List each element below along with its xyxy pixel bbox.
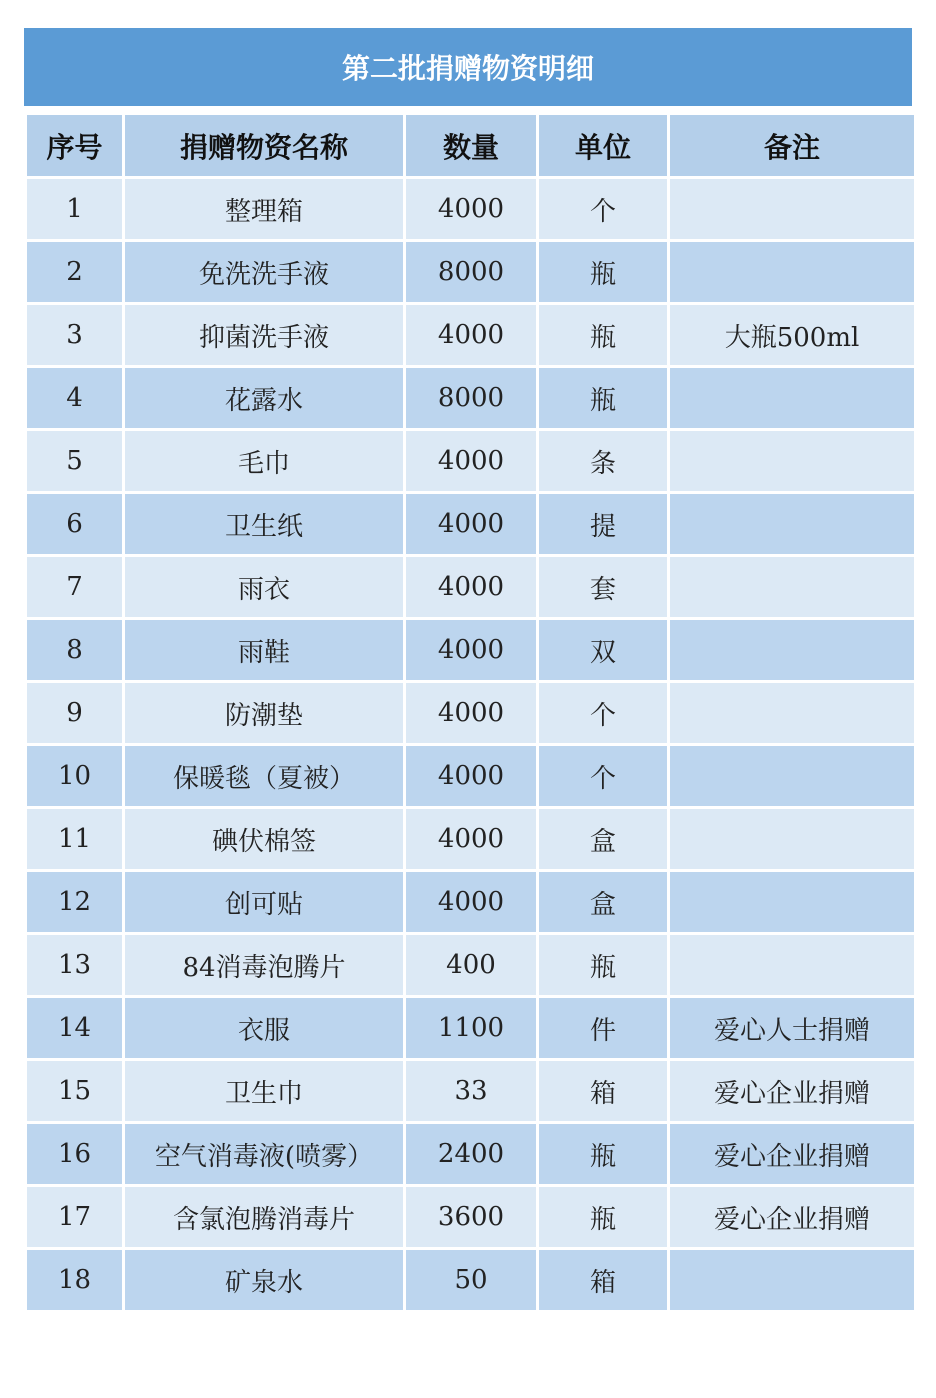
cell-unit: 箱	[538, 1060, 669, 1123]
cell-unit: 套	[538, 556, 669, 619]
cell-no: 8	[26, 619, 124, 682]
cell-unit: 双	[538, 619, 669, 682]
cell-no: 11	[26, 808, 124, 871]
cell-item-name: 卫生纸	[124, 493, 405, 556]
header-row	[26, 114, 916, 178]
cell-quantity: 400	[405, 934, 538, 997]
cell-no: 12	[26, 871, 124, 934]
cell-note	[669, 808, 916, 871]
cell-no: 13	[26, 934, 124, 997]
cell-unit: 瓶	[538, 241, 669, 304]
donation-table	[24, 112, 917, 1313]
table-row	[26, 304, 916, 367]
cell-note: 爱心企业捐赠	[669, 1060, 916, 1123]
cell-note	[669, 682, 916, 745]
cell-note	[669, 619, 916, 682]
cell-no: 6	[26, 493, 124, 556]
table-row	[26, 493, 916, 556]
table-row	[26, 1060, 916, 1123]
cell-unit: 瓶	[538, 934, 669, 997]
cell-unit: 盒	[538, 808, 669, 871]
cell-note	[669, 430, 916, 493]
table-row	[26, 997, 916, 1060]
cell-quantity: 4000	[405, 682, 538, 745]
cell-unit: 瓶	[538, 304, 669, 367]
table-row	[26, 871, 916, 934]
cell-unit: 条	[538, 430, 669, 493]
cell-unit: 盒	[538, 871, 669, 934]
cell-no: 15	[26, 1060, 124, 1123]
cell-note: 爱心人士捐赠	[669, 997, 916, 1060]
cell-note: 爱心企业捐赠	[669, 1186, 916, 1249]
header-note: 备注	[669, 114, 916, 178]
cell-item-name: 衣服	[124, 997, 405, 1060]
cell-item-name: 雨衣	[124, 556, 405, 619]
table-row	[26, 430, 916, 493]
cell-unit: 个	[538, 745, 669, 808]
cell-note	[669, 934, 916, 997]
cell-quantity: 4000	[405, 493, 538, 556]
cell-item-name: 卫生巾	[124, 1060, 405, 1123]
cell-quantity: 50	[405, 1249, 538, 1312]
cell-note: 大瓶500ml	[669, 304, 916, 367]
cell-quantity: 4000	[405, 556, 538, 619]
cell-unit: 件	[538, 997, 669, 1060]
cell-note	[669, 178, 916, 241]
table-body	[26, 178, 916, 1312]
table-row	[26, 556, 916, 619]
cell-unit: 个	[538, 682, 669, 745]
table-row	[26, 745, 916, 808]
header-no: 序号	[26, 114, 124, 178]
cell-quantity: 4000	[405, 430, 538, 493]
cell-item-name: 矿泉水	[124, 1249, 405, 1312]
cell-item-name: 防潮垫	[124, 682, 405, 745]
header-unit: 单位	[538, 114, 669, 178]
cell-no: 7	[26, 556, 124, 619]
cell-item-name: 创可贴	[124, 871, 405, 934]
cell-item-name: 碘伏棉签	[124, 808, 405, 871]
cell-note	[669, 871, 916, 934]
cell-item-name: 抑菌洗手液	[124, 304, 405, 367]
cell-no: 4	[26, 367, 124, 430]
cell-item-name: 整理箱	[124, 178, 405, 241]
cell-quantity: 4000	[405, 304, 538, 367]
cell-quantity: 2400	[405, 1123, 538, 1186]
cell-note	[669, 367, 916, 430]
cell-quantity: 8000	[405, 241, 538, 304]
cell-no: 10	[26, 745, 124, 808]
cell-item-name: 含氯泡腾消毒片	[124, 1186, 405, 1249]
cell-item-name: 毛巾	[124, 430, 405, 493]
cell-no: 18	[26, 1249, 124, 1312]
table-row	[26, 1249, 916, 1312]
cell-no: 5	[26, 430, 124, 493]
cell-unit: 个	[538, 178, 669, 241]
cell-no: 3	[26, 304, 124, 367]
cell-item-name: 保暖毯（夏被）	[124, 745, 405, 808]
table-row	[26, 178, 916, 241]
cell-unit: 箱	[538, 1249, 669, 1312]
cell-unit: 瓶	[538, 1123, 669, 1186]
cell-unit: 瓶	[538, 367, 669, 430]
cell-quantity: 4000	[405, 871, 538, 934]
cell-item-name: 雨鞋	[124, 619, 405, 682]
cell-no: 14	[26, 997, 124, 1060]
table-row	[26, 367, 916, 430]
cell-no: 2	[26, 241, 124, 304]
cell-note: 爱心企业捐赠	[669, 1123, 916, 1186]
cell-note	[669, 745, 916, 808]
header-name: 捐赠物资名称	[124, 114, 405, 178]
table-title: 第二批捐赠物资明细	[24, 28, 912, 106]
cell-quantity: 4000	[405, 808, 538, 871]
cell-unit: 瓶	[538, 1186, 669, 1249]
table-row	[26, 934, 916, 997]
cell-no: 9	[26, 682, 124, 745]
cell-quantity: 4000	[405, 619, 538, 682]
cell-no: 17	[26, 1186, 124, 1249]
cell-quantity: 8000	[405, 367, 538, 430]
cell-unit: 提	[538, 493, 669, 556]
table-row	[26, 619, 916, 682]
cell-note	[669, 1249, 916, 1312]
cell-no: 16	[26, 1123, 124, 1186]
cell-quantity: 3600	[405, 1186, 538, 1249]
cell-no: 1	[26, 178, 124, 241]
cell-item-name: 空气消毒液(喷雾）	[124, 1123, 405, 1186]
cell-item-name: 花露水	[124, 367, 405, 430]
cell-item-name: 免洗洗手液	[124, 241, 405, 304]
cell-quantity: 4000	[405, 745, 538, 808]
cell-note	[669, 241, 916, 304]
cell-quantity: 4000	[405, 178, 538, 241]
cell-item-name: 84消毒泡腾片	[124, 934, 405, 997]
cell-note	[669, 493, 916, 556]
table-row	[26, 241, 916, 304]
header-qty: 数量	[405, 114, 538, 178]
cell-note	[669, 556, 916, 619]
cell-quantity: 33	[405, 1060, 538, 1123]
cell-quantity: 1100	[405, 997, 538, 1060]
table-row	[26, 682, 916, 745]
table-row	[26, 1123, 916, 1186]
table-row	[26, 1186, 916, 1249]
table-row	[26, 808, 916, 871]
